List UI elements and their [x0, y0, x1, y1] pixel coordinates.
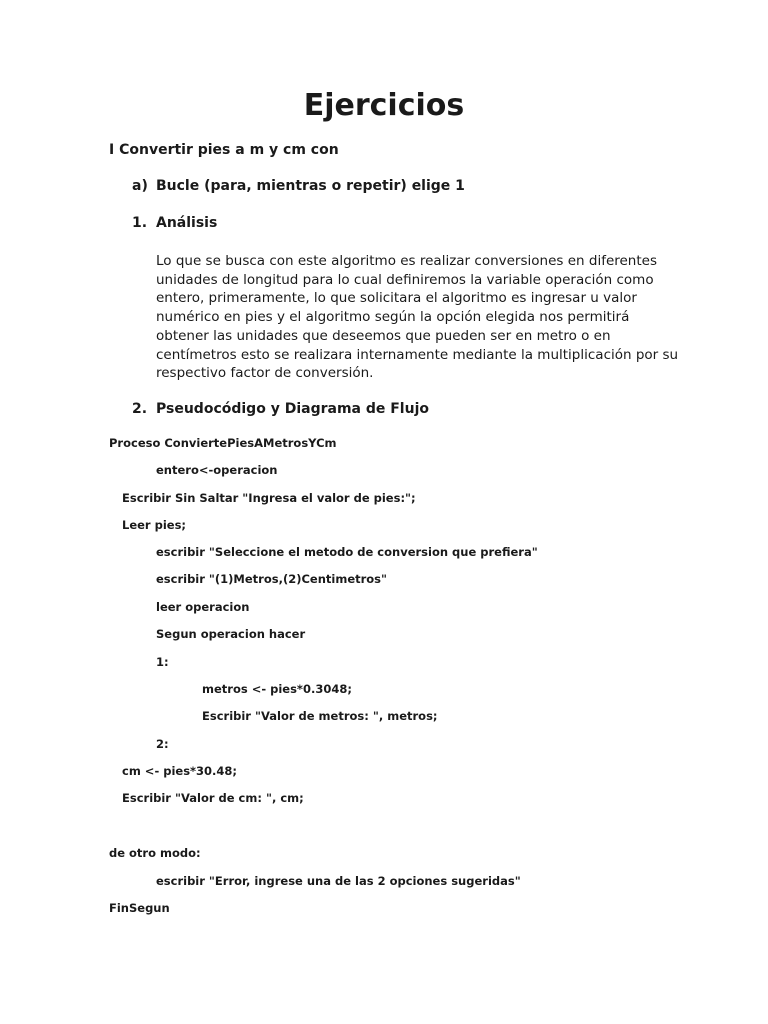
code-line: 1:	[156, 655, 169, 669]
heading-analysis-marker: 1.	[132, 215, 148, 231]
analysis-line: numérico en pies y el algoritmo según la opción elegida nos permitirá	[156, 309, 630, 326]
heading-pseudocode-marker: 2.	[132, 401, 148, 417]
code-line: de otro modo:	[109, 846, 201, 860]
code-line: 2:	[156, 737, 169, 751]
subsection-a-text: Bucle (para, mientras o repetir) elige 1	[156, 178, 465, 194]
code-line: Escribir "Valor de cm: ", cm;	[122, 791, 304, 805]
analysis-line: unidades de longitud para lo cual definiremos la variable operación como	[156, 271, 654, 288]
code-line: escribir "Seleccione el metodo de conversion que prefiera"	[156, 545, 538, 559]
heading-pseudocode-text: Pseudocódigo y Diagrama de Flujo	[156, 401, 429, 417]
code-line: escribir "Error, ingrese una de las 2 opciones sugeridas"	[156, 874, 521, 888]
code-line-finsegun: FinSegun	[109, 901, 170, 915]
code-line: metros <- pies*0.3048;	[202, 682, 352, 696]
analysis-paragraph	[156, 252, 679, 383]
code-line: Escribir "Valor de metros: ", metros;	[202, 709, 438, 723]
code-line: escribir "(1)Metros,(2)Centimetros"	[156, 572, 388, 586]
code-line: entero<-operacion	[156, 463, 278, 477]
code-line: Escribir Sin Saltar "Ingresa el valor de pies:";	[122, 491, 416, 505]
analysis-line: entero, primeramente, lo que solicitara el algoritmo es ingresar u valor	[156, 290, 637, 307]
analysis-line: Lo que se busca con este algoritmo es realizar conversiones en diferentes	[156, 253, 657, 269]
subsection-a-marker: a)	[132, 178, 148, 194]
section-heading: I Convertir pies a m y cm con	[109, 142, 339, 158]
analysis-line: respectivo factor de conversión.	[156, 365, 374, 382]
document-title: Ejercicios	[303, 88, 465, 123]
code-line: cm <- pies*30.48;	[122, 764, 238, 778]
code-line: leer operacion	[156, 600, 250, 614]
code-line: Leer pies;	[122, 518, 187, 532]
analysis-line: obtener las unidades que deseemos que pueden ser en metro o en	[156, 327, 611, 344]
heading-analysis-text: Análisis	[156, 215, 218, 231]
code-line-proceso: Proceso ConviertePiesAMetrosYCm	[109, 436, 337, 450]
code-line: Segun operacion hacer	[156, 627, 306, 641]
analysis-line: centímetros esto se realizara internamente mediante la multiplicación por su	[156, 346, 679, 363]
